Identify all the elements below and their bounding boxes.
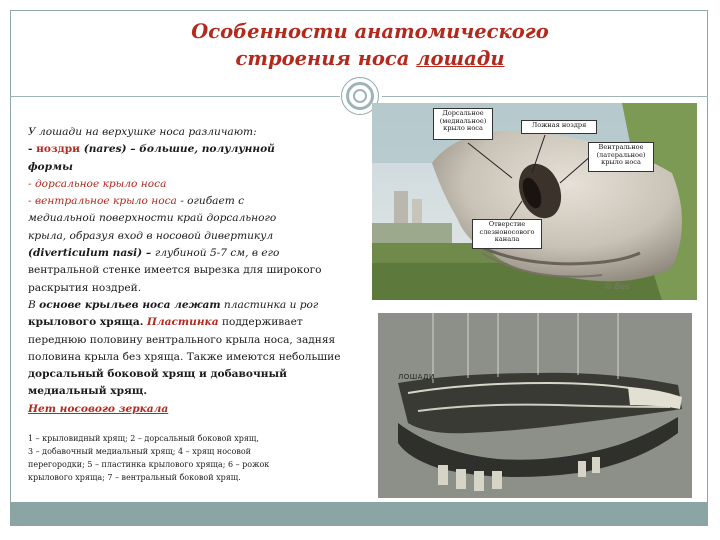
depth-text: глубиной 5-7 см, в [154,247,258,260]
body-line-5: крыла, образуя вход в носовой дивертикул [28,229,274,242]
legend-line-2: 3 – добавочный медиальный хрящ; 4 – хрящ носовой [28,447,251,456]
figure-legend [28,432,358,484]
bottom-bar [10,502,708,526]
body-line-13: дорсальный боковой хрящ и добавочный [28,368,287,381]
term-plate: Пластинка [146,316,219,329]
depth-text-end: его [257,247,280,260]
dash: - [28,143,37,156]
slide-title [120,18,620,72]
body-line-10 [28,314,358,331]
title-line-1: Особенности анатомического [191,20,549,43]
body-line-9 [28,297,358,314]
body-line-12: половина крыла без хряща. Также имеются небольшие [28,350,341,363]
body-line-8: раскрытия ноздрей. [28,281,142,294]
skull-figure-label: ЛОШАДИ [398,373,435,381]
dorsal-wing-line: - дорсальное крыло носа [28,177,167,190]
divider-left [10,96,340,97]
ventral-wing-line [28,193,358,210]
callout-false-nostril: Ложная ноздря [521,120,597,134]
supports-text: поддерживает [218,316,303,329]
callout-ventral-wing: Вентральное (латеральное) крыло носа [588,142,654,172]
title-line-2-text: строения носа [235,47,417,70]
term-nostrils: ноздри [36,143,80,156]
callout-dorsal-wing: Дорсальное (медиальное) крыло носа [433,108,493,140]
diverticulum-term: (diverticulum nasi) – [28,247,155,260]
prefix: В [28,298,40,311]
no-nasal-plate-line: Нет носового зеркала [28,402,169,415]
nostrils-desc: (nares) – большие, полулунной [80,143,275,156]
alar-cartilage-text: крылового хряща. [28,316,144,329]
legend-line-4: крылового хряща; 7 – вентральный боковой хрящ. [28,473,241,482]
plate-horn-text: пластинка и рог [220,298,319,311]
legend-line-1: 1 – крыловидный хрящ; 2 – дорсальный боковой хрящ, [28,434,259,443]
intro-line: У лошади на верхушке носа различают: [28,126,257,138]
nostrils-line [28,141,358,158]
body-line-11: переднюю половину вентрального крыла носа, задняя [28,333,336,346]
skull-cartilage-figure [378,313,692,498]
svg-text:© Bes: © Bes [604,282,630,291]
wings-base-text: основе крыльев носа лежат [39,298,221,311]
ornament-ring-inner [353,89,367,103]
term-ventral-wing: - вентральное крыло носа [28,195,177,208]
body-line-7: вентральной стенке имеется вырезка для широкого [28,264,322,277]
body-line-14: медиальный хрящ. [28,385,148,398]
legend-line-3: перегородки; 5 – пластинка крылового хряща; 6 – рожок [28,460,270,469]
nostrils-cont: формы [28,160,73,173]
callout-nasolacrimal: Отверстие слезноносового канала [472,219,542,249]
title-line-2-underlined: лошади [416,47,505,70]
skull-illustration [378,313,692,498]
body-text [28,124,358,418]
body-line-4: медиальной поверхности край дорсального [28,212,277,225]
title-line-2 [120,45,620,72]
divider-right [382,96,708,97]
body-line-6 [28,245,358,262]
ventral-wing-desc: - огибает с [176,195,245,208]
